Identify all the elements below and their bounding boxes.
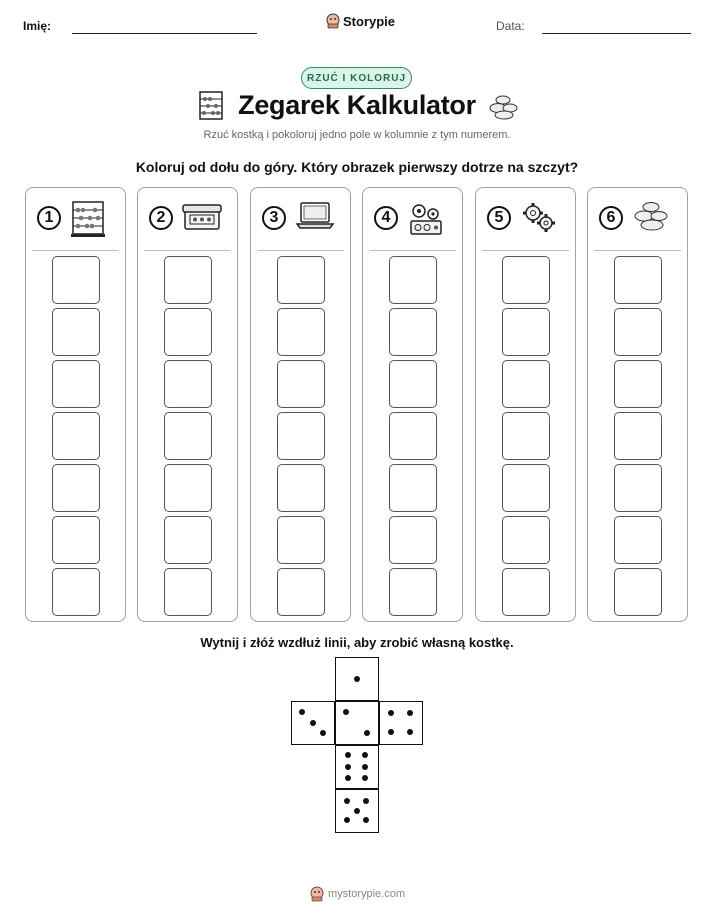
column-header	[588, 188, 687, 250]
page-title: Zegarek Kalkulator	[238, 90, 476, 120]
dice-face-4	[379, 701, 423, 745]
dice-pip	[363, 817, 369, 823]
color-cell[interactable]	[164, 308, 212, 356]
color-cell[interactable]	[52, 360, 100, 408]
dice-pip	[362, 775, 368, 781]
color-cell[interactable]	[502, 256, 550, 304]
dice-face-2	[335, 701, 379, 745]
dice-face-6	[335, 745, 379, 789]
column-divider	[32, 250, 119, 251]
color-cell[interactable]	[52, 464, 100, 512]
column-number: 5	[487, 206, 511, 230]
dice-pip	[310, 720, 316, 726]
color-cell[interactable]	[614, 516, 662, 564]
dice-pip	[354, 676, 360, 682]
color-cell[interactable]	[164, 412, 212, 460]
brand-name: Storypie	[343, 13, 396, 29]
gears-icon	[520, 200, 558, 239]
dice-face-5	[335, 789, 379, 833]
color-cell[interactable]	[614, 256, 662, 304]
color-cell[interactable]	[52, 516, 100, 564]
column-3	[250, 187, 351, 622]
dice-face-1	[335, 657, 379, 701]
dice-pip	[345, 764, 351, 770]
color-cell[interactable]	[502, 568, 550, 616]
column-number: 4	[374, 206, 398, 230]
color-cell[interactable]	[277, 516, 325, 564]
stones-icon	[488, 94, 520, 120]
dice-pip	[363, 798, 369, 804]
color-cell[interactable]	[614, 568, 662, 616]
column-number: 1	[37, 206, 61, 230]
column-divider	[594, 250, 681, 251]
column-header	[251, 188, 350, 250]
dice-pip	[345, 775, 351, 781]
footer-url[interactable]: mystorypie.com	[328, 888, 406, 900]
color-cell[interactable]	[502, 412, 550, 460]
game-instruction: Koloruj od dołu do góry. Który obrazek pierwszy dotrze na szczyt?	[135, 159, 579, 175]
abacus-icon	[70, 200, 106, 243]
dice-pip	[388, 710, 394, 716]
color-cell[interactable]	[389, 308, 437, 356]
color-cell[interactable]	[389, 568, 437, 616]
column-2	[137, 187, 238, 622]
column-divider	[482, 250, 569, 251]
color-cell[interactable]	[52, 568, 100, 616]
dice-pip	[362, 764, 368, 770]
color-cell[interactable]	[277, 568, 325, 616]
column-number: 6	[599, 206, 623, 230]
color-cell[interactable]	[614, 412, 662, 460]
color-cell[interactable]	[502, 360, 550, 408]
dice-pip	[343, 709, 349, 715]
column-divider	[257, 250, 344, 251]
color-cell[interactable]	[614, 464, 662, 512]
dice-pip	[362, 752, 368, 758]
column-1	[25, 187, 126, 622]
color-cell[interactable]	[502, 464, 550, 512]
gear-machine-icon	[407, 200, 445, 243]
color-cell[interactable]	[389, 256, 437, 304]
color-cell[interactable]	[389, 360, 437, 408]
column-divider	[369, 250, 456, 251]
dice-pip	[344, 798, 350, 804]
page-subtitle: Rzuć kostką i pokoloruj jedno pole w kolumnie z tym numerem.	[203, 129, 511, 141]
tin-box-icon	[182, 200, 222, 237]
color-cell[interactable]	[52, 256, 100, 304]
dice-face-3	[291, 701, 335, 745]
dice-pip	[407, 710, 413, 716]
name-label: Imię:	[23, 19, 52, 33]
column-header	[26, 188, 125, 250]
color-cell[interactable]	[277, 256, 325, 304]
column-6	[587, 187, 688, 622]
color-cell[interactable]	[164, 360, 212, 408]
color-cell[interactable]	[614, 360, 662, 408]
activity-badge: RZUĆ I KOLORUJ	[301, 67, 412, 89]
footer	[310, 886, 405, 902]
color-cell[interactable]	[277, 308, 325, 356]
color-cell[interactable]	[52, 308, 100, 356]
laptop-icon	[295, 200, 335, 235]
brand-logo	[326, 13, 395, 29]
color-cell[interactable]	[389, 412, 437, 460]
color-cell[interactable]	[389, 516, 437, 564]
color-cell[interactable]	[277, 360, 325, 408]
column-header	[363, 188, 462, 250]
color-cell[interactable]	[277, 412, 325, 460]
dice-pip	[364, 730, 370, 736]
date-line	[542, 33, 691, 34]
date-label: Data:	[496, 19, 525, 33]
color-cell[interactable]	[52, 412, 100, 460]
column-divider	[144, 250, 231, 251]
dice-pip	[388, 729, 394, 735]
color-cell[interactable]	[277, 464, 325, 512]
color-cell[interactable]	[164, 516, 212, 564]
color-cell[interactable]	[164, 568, 212, 616]
dice-pip	[299, 709, 305, 715]
pie-mascot-icon	[326, 13, 340, 29]
pie-mascot-icon	[310, 886, 324, 902]
dice-pip	[320, 730, 326, 736]
cut-instruction: Wytnij i złóż wzdłuż linii, aby zrobić własną kostkę.	[200, 635, 514, 650]
dice-pip	[344, 817, 350, 823]
dice-pip	[407, 729, 413, 735]
column-header	[476, 188, 575, 250]
stones-icon	[632, 200, 672, 237]
color-cell[interactable]	[164, 256, 212, 304]
dice-pip	[354, 808, 360, 814]
color-cell[interactable]	[164, 464, 212, 512]
name-line	[72, 33, 257, 34]
dice-pip	[345, 752, 351, 758]
column-5	[475, 187, 576, 622]
column-number: 3	[262, 206, 286, 230]
column-number: 2	[149, 206, 173, 230]
color-cell[interactable]	[502, 516, 550, 564]
column-4	[362, 187, 463, 622]
color-cell[interactable]	[389, 464, 437, 512]
color-cell[interactable]	[502, 308, 550, 356]
column-header	[138, 188, 237, 250]
color-cell[interactable]	[614, 308, 662, 356]
